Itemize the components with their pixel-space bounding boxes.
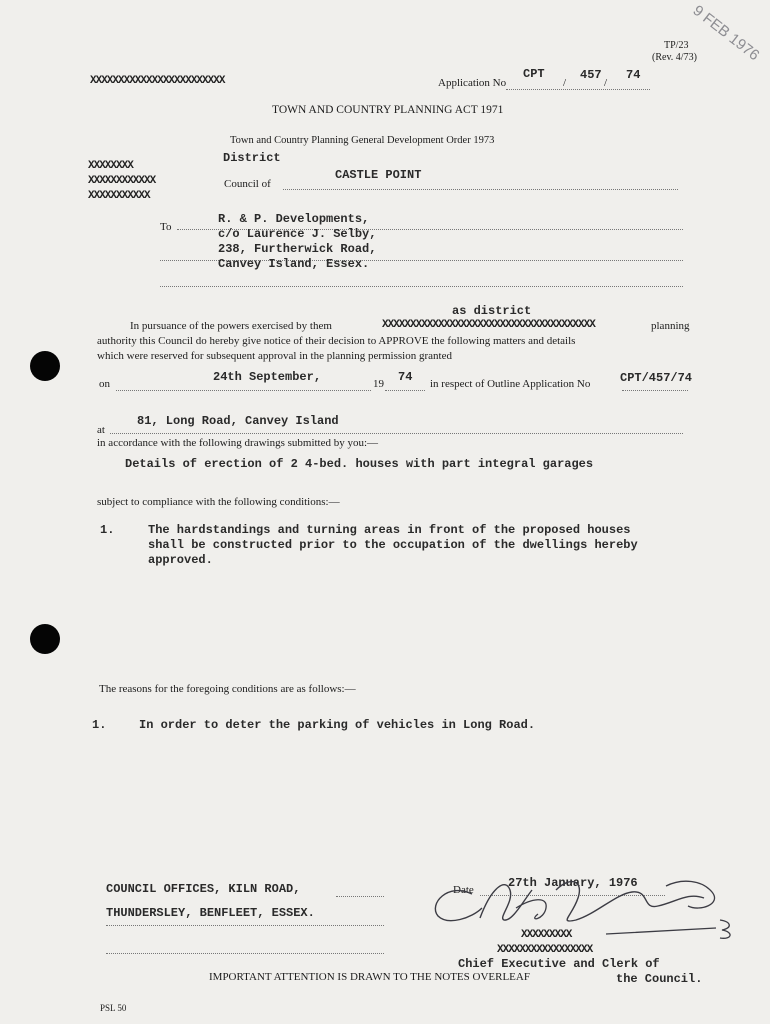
received-date-stamp: 9 FEB 1976 xyxy=(689,2,763,65)
council-type: District xyxy=(223,151,281,165)
form-number: PSL 50 xyxy=(100,1003,127,1013)
punch-hole-bottom xyxy=(30,624,60,654)
paragraph-end: planning xyxy=(651,320,690,332)
application-no-part3: 74 xyxy=(626,68,641,82)
site-address: 81, Long Road, Canvey Island xyxy=(137,414,339,428)
council-of-label: Council of xyxy=(224,178,271,190)
addressee-line-4: Canvey Island, Essex. xyxy=(218,257,370,271)
conditions-label: subject to compliance with the following conditions:— xyxy=(97,496,340,508)
on-label: on xyxy=(99,378,110,390)
important-notice: IMPORTANT ATTENTION IS DRAWN TO THE NOTES OVERLEAF xyxy=(209,971,530,983)
at-label: at xyxy=(97,424,105,436)
date-label: Date xyxy=(453,884,474,896)
act-title: TOWN AND COUNTRY PLANNING ACT 1971 xyxy=(272,104,504,116)
council-address-line-1: COUNCIL OFFICES, KILN ROAD, xyxy=(106,882,301,896)
granted-date: 24th September, xyxy=(213,370,322,384)
outline-label: in respect of Outline Application No xyxy=(430,378,591,390)
condition-line-3: approved. xyxy=(148,553,213,567)
details-of-development: Details of erection of 2 4-bed. houses with part integral garages xyxy=(125,457,594,471)
council-name: CASTLE POINT xyxy=(335,168,422,182)
condition-line-1: The hardstandings and turning areas in front of the proposed houses xyxy=(148,523,631,537)
struck-title-1: XXXXXXXXX xyxy=(521,929,572,941)
struck-council-type-2: XXXXXXXXXXXX xyxy=(88,175,156,187)
struck-council-type-1: XXXXXXXX xyxy=(88,160,133,172)
form-revision: (Rev. 4/73) xyxy=(652,52,697,63)
application-no-label: Application No xyxy=(438,77,507,89)
paragraph-line-2: authority this Council do hereby give notice of their decision to APPROVE the following matters and details xyxy=(97,335,576,347)
punch-hole-top xyxy=(30,351,60,381)
condition-number: 1. xyxy=(100,523,115,537)
year-suffix: 74 xyxy=(398,370,413,384)
year-prefix: 19 xyxy=(373,378,384,390)
application-no-part2: 457 xyxy=(580,68,602,82)
decision-date: 27th January, 1976 xyxy=(508,876,638,890)
signatory-title-1: Chief Executive and Clerk of xyxy=(458,957,660,971)
form-code: TP/23 xyxy=(664,40,689,51)
condition-line-2: shall be constructed prior to the occupation of the dwellings hereby xyxy=(148,538,638,552)
as-district: as district xyxy=(452,304,532,318)
paragraph-line-3: which were reserved for subsequent approval in the planning permission granted xyxy=(97,350,452,362)
struck-authority: XXXXXXXXXXXXXXXXXXXXXXXX xyxy=(90,75,225,87)
outline-application-no: CPT/457/74 xyxy=(620,371,693,385)
council-address-line-2: THUNDERSLEY, BENFLEET, ESSEX. xyxy=(106,906,315,920)
to-label: To xyxy=(160,221,172,233)
application-no-part1: CPT xyxy=(523,67,545,81)
addressee-line-1: R. & P. Developments, xyxy=(218,212,370,226)
struck-council-type-3: XXXXXXXXXXX xyxy=(88,190,150,202)
addressee-line-2: c/o Laurence J. Selby, xyxy=(218,227,377,241)
reason-number: 1. xyxy=(92,718,107,732)
order-title: Town and Country Planning General Development Order 1973 xyxy=(230,135,495,146)
struck-authority-text: XXXXXXXXXXXXXXXXXXXXXXXXXXXXXXXXXXXXXX xyxy=(382,319,595,331)
reasons-label: The reasons for the foregoing conditions are as follows:— xyxy=(99,683,356,695)
reason-text: In order to deter the parking of vehicles in Long Road. xyxy=(139,718,536,732)
struck-title-2: XXXXXXXXXXXXXXXXX xyxy=(497,944,593,956)
addressee-line-3: 238, Furtherwick Road, xyxy=(218,242,377,256)
paragraph-start: In pursuance of the powers exercised by them xyxy=(130,320,332,332)
signatory-title-2: the Council. xyxy=(616,972,703,986)
drawings-label: in accordance with the following drawings submitted by you:— xyxy=(97,437,379,449)
